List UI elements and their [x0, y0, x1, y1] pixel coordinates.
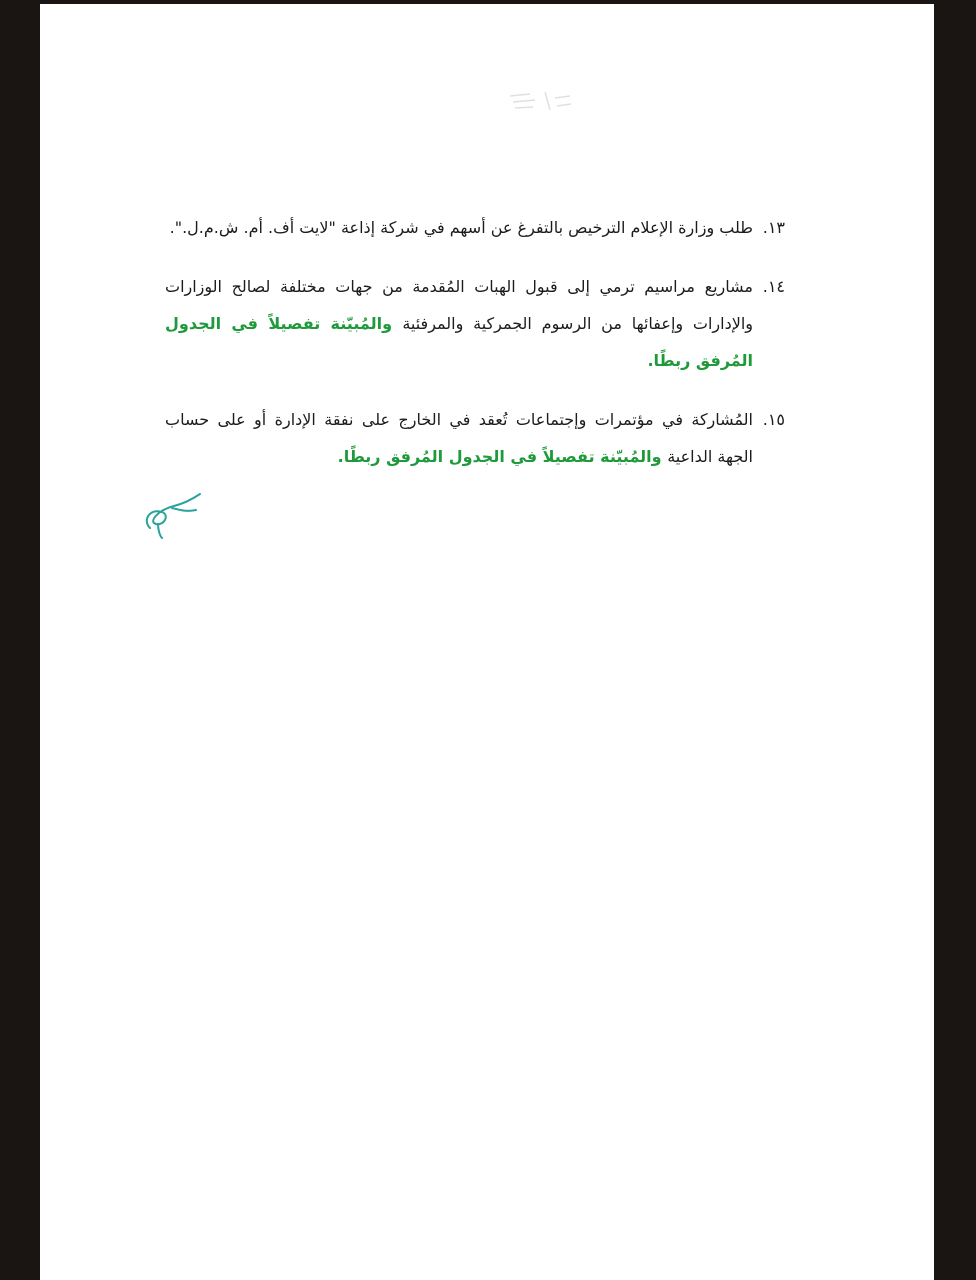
list-item	[165, 209, 785, 246]
item-body: طلب وزارة الإعلام الترخيص بالتفرغ عن أسهم في شركة إذاعة "لايت أف. أم. ش.م.ل.".	[169, 218, 753, 237]
list-item	[165, 268, 785, 379]
item-text	[165, 268, 753, 379]
item-body: المُشاركة في مؤتمرات وإجتماعات تُعقد في الخارج على نفقة الإدارة أو على حساب الجهة الداعية	[165, 410, 753, 466]
list-item	[165, 401, 785, 475]
decisions-list	[165, 209, 785, 497]
item-highlight: والمُبيّنة تفصيلاً في الجدول المُرفق ربطًا.	[337, 447, 668, 466]
item-text	[165, 401, 753, 475]
item-number: ١٤.	[762, 277, 785, 296]
handwritten-signature	[138, 490, 208, 540]
item-number: ١٣.	[762, 218, 785, 237]
document-page	[40, 4, 934, 1280]
faint-stamp-mark	[505, 86, 575, 116]
item-number: ١٥.	[762, 410, 785, 429]
item-highlight: والمُبيّنة تفصيلاً في الجدول المُرفق ربطًا.	[165, 314, 753, 370]
item-text	[165, 209, 753, 246]
item-body: مشاريع مراسيم ترمي إلى قبول الهبات المُقدمة من جهات مختلفة لصالح الوزارات والإدارات وإعفائها من الرسوم الجمركية والمرفئية	[165, 277, 754, 333]
